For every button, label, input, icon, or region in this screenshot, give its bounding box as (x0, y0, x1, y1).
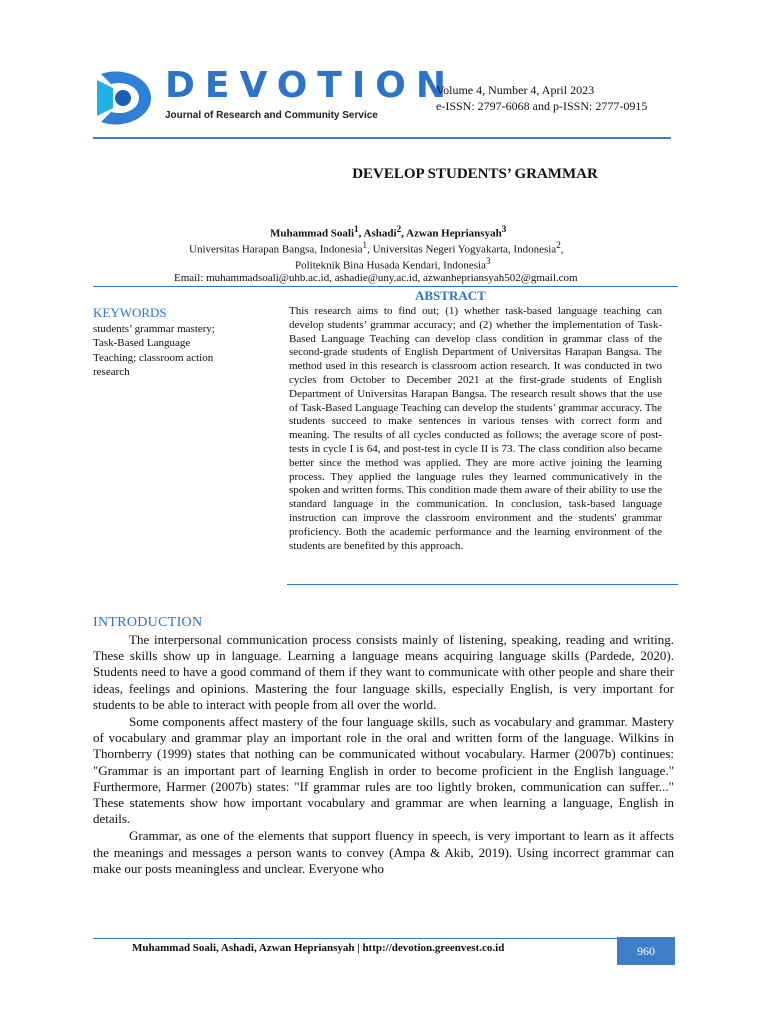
page-number: 960 (617, 937, 675, 965)
footer-url[interactable]: http://devotion.greenvest.co.id (362, 942, 505, 954)
keywords-list: students’ grammar mastery; Task-Based Language Teaching; classroom action research (93, 323, 215, 378)
footer-authors: Muhammad Soali, Ashadi, Azwan Hepriansyah (132, 942, 355, 954)
author-line (270, 224, 506, 240)
affiliation-sep: , (367, 243, 373, 256)
abstract-text: This research aims to find out; (1) whether task-based language teaching can develop students’ grammar accuracy; and (2) whether the implementation of Task-Based Language Teaching can develop class condition in grammar class of the second-grade students of English Department of Universitas Harapan Bangsa. The method used in this research is classroom action research. It was conducted in two cycles from October to December 2021 at the first-grade students of English Department of Universitas Harapan Bangsa. The research result shows that the use of Task-Based Language Teaching can develop the students’ grammar accuracy. The students succeed to make sentences in various tenses with correct form and meaning. The results of all cycles conducted as follows; the average score of post-tests in cycle I is 64, and post-test in cycle II is 73. The class condition also became better since the method was applied. They are more active joining the learning process. They applied the language rules they learned communicatively in the spoken and written forms. This condition made them aware of their ability to use the standard language in the communication. In conclusion, task-based language instruction can improve the classroom environment and the students' grammar proficiency. Both the academic performance and the learning environment of the students are benefited by this approach. (289, 305, 662, 552)
affiliation-2: Universitas Negeri Yogyakarta, Indonesia (372, 243, 557, 256)
abstract-top-divider (93, 286, 678, 287)
introduction-heading: INTRODUCTION (93, 615, 203, 630)
affiliation-1: Universitas Harapan Bangsa, Indonesia (189, 243, 363, 256)
footer-divider-char: | (354, 942, 363, 954)
abstract-heading: ABSTRACT (415, 288, 486, 303)
author-2-mark: 2 (396, 224, 402, 234)
author-1-mark: 1 (354, 224, 359, 234)
author-3: Azwan Hepriansyah (406, 227, 502, 240)
email-line: Email: muhammadsoali@uhb.ac.id, ashadie@uny.ac.id, azwanhepriansyah502@gmail.com (174, 272, 578, 284)
affiliation-1-mark: 1 (362, 240, 368, 250)
footer-divider (93, 938, 675, 939)
affiliation-2-mark: 2 (556, 240, 561, 250)
journal-name: DEVOTION (165, 65, 456, 106)
journal-logo-icon (93, 68, 155, 128)
abstract-bottom-divider (287, 584, 678, 585)
affiliation-line-1 (189, 240, 564, 256)
introduction-body (93, 632, 674, 878)
footer-citation (132, 942, 504, 954)
author-sep: , (401, 227, 407, 240)
affiliation-3: Politeknik Bina Husada Kendari, Indonesia (295, 259, 486, 272)
issue-info (436, 82, 647, 114)
journal-subtitle: Journal of Research and Community Service (165, 110, 378, 121)
affiliation-line-2 (295, 256, 491, 272)
keywords-heading: KEYWORDS (93, 305, 167, 320)
issn-line: e-ISSN: 2797-6068 and p-ISSN: 2777-0915 (436, 99, 648, 113)
affiliation-sep: , (560, 243, 564, 256)
volume-line: Volume 4, Number 4, April 2023 (436, 83, 595, 97)
author-sep: , (358, 227, 364, 240)
intro-paragraph-2: Some components affect mastery of the four language skills, such as vocabulary and grammar. Mastery of vocabulary and grammar play an important role in the oral and written form of the language. Wilkins in Thornberry (1999) states that nothing can be communicated without vocabulary. Harmer (2007b) continues: "Grammar is an important part of learning English in order to become proficient in the English language." Furthermore, Harmer (2007b) states: "If grammar rules are too lightly broken, communication can suffer..." These statements show how important vocabulary and grammar are when learning a language, English in details. (93, 714, 674, 827)
header-divider (93, 137, 671, 139)
affiliation-3-mark: 3 (485, 256, 491, 266)
paper-title: DEVELOP STUDENTS’ GRAMMAR (352, 166, 598, 182)
author-1: Muhammad Soali (270, 227, 355, 240)
intro-paragraph-3: Grammar, as one of the elements that support fluency in speech, is very important to learn as it affects the meanings and messages a person wants to convey (Ampa & Akib, 2019). Using incorrect grammar can make our posts meaningless and unclear. Everyone who (93, 828, 674, 876)
author-2: Ashadi (363, 227, 397, 240)
author-3-mark: 3 (501, 224, 507, 234)
intro-paragraph-1: The interpersonal communication process consists mainly of listening, speaking, reading and writing. These skills show up in language. Learning a language means acquiring language skills (Pardede, 2020). Students need to have a good command of them if they want to communicate with other people and share their ideas, feelings and opinions. Mastering the four language skills, especially English, is very important for students to be able to interact with people from all over the world. (93, 632, 674, 712)
